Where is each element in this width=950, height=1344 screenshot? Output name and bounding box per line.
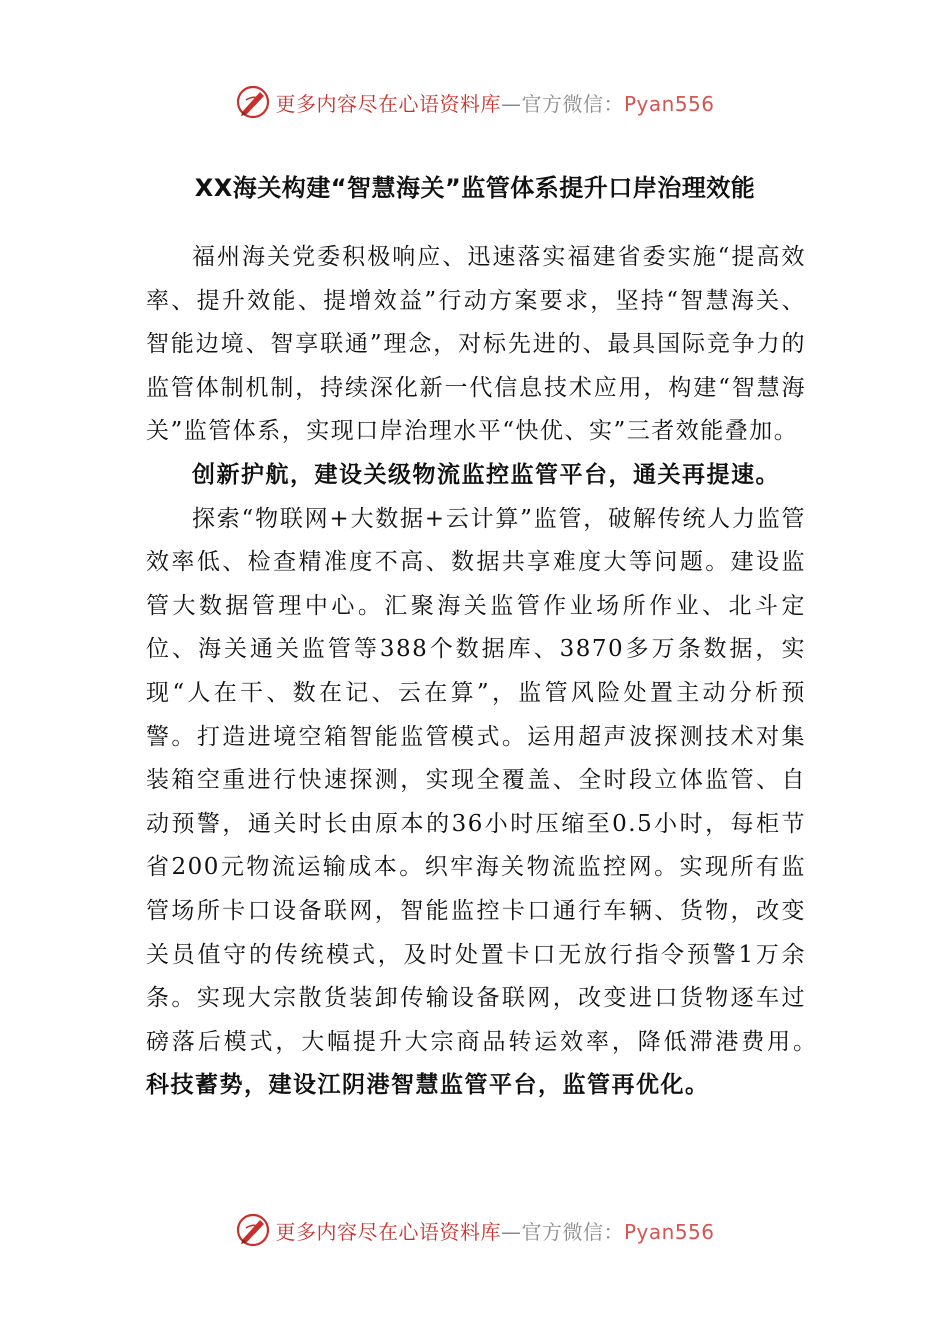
header-watermark: [0, 82, 950, 122]
section2-heading: 科技蓄势，建设江阴港智慧监管平台，监管再优化。: [146, 1072, 710, 1099]
document-body: [146, 236, 806, 1108]
footer-watermark: [0, 1210, 950, 1250]
pen-logo-icon: [235, 1212, 271, 1248]
section1-heading: 创新护航，建设关级物流监控监管平台，通关再提速。: [192, 461, 780, 488]
section1-body: 探索“物联网+大数据+云计算”监管，破解传统人力监管效率低、检查精准度不高、数据共享难度大等问题。建设监管大数据管理中心。汇聚海关监管作业场所作业、北斗定位、海关通关监管等388个数据库、3870多万条数据，实现“人在干、数在记、云在算”，监管风险处置主动分析预警。打造进境空箱智能监管模式。运用超声波探测技术对集装箱空重进行快速探测，实现全覆盖、全时段立体监管、自动预警，通关时长由原本的36小时压缩至0.5小时，每柜节省200元物流运输成本。织牢海关物流监控网。实现所有监管场所卡口设备联网，智能监控卡口通行车辆、货物，改变关员值守的传统模式，及时处置卡口无放行指令预警1万余条。实现大宗散货装卸传输设备联网，改变进口货物逐车过磅落后模式，大幅提升大宗商品转运效率，降低滞港费用。: [146, 505, 806, 1055]
watermark-separator: —: [500, 1219, 522, 1244]
watermark-brand: 更多内容尽在心语资料库: [275, 91, 501, 116]
watermark-label: 官方微信：: [521, 1219, 624, 1244]
watermark-wechat-id: Pyan556: [623, 1219, 715, 1244]
document-title: XX海关构建“智慧海关”监管体系提升口岸治理效能: [194, 174, 756, 202]
watermark-brand: 更多内容尽在心语资料库: [275, 1219, 501, 1244]
pen-logo-icon: [235, 84, 271, 120]
watermark-wechat-id: Pyan556: [623, 91, 715, 116]
watermark-label: 官方微信：: [521, 91, 624, 116]
watermark-separator: —: [500, 91, 522, 116]
intro-paragraph: 福州海关党委积极响应、迅速落实福建省委实施“提高效率、提升效能、提增效益”行动方案要求，坚持“智慧海关、智能边境、智享联通”理念，对标先进的、最具国际竞争力的监管体制机制，持续深化新一代信息技术应用，构建“智慧海关”监管体系，实现口岸治理水平“快优、实”三者效能叠加。: [146, 244, 806, 445]
section1-paragraph: [146, 498, 806, 1108]
